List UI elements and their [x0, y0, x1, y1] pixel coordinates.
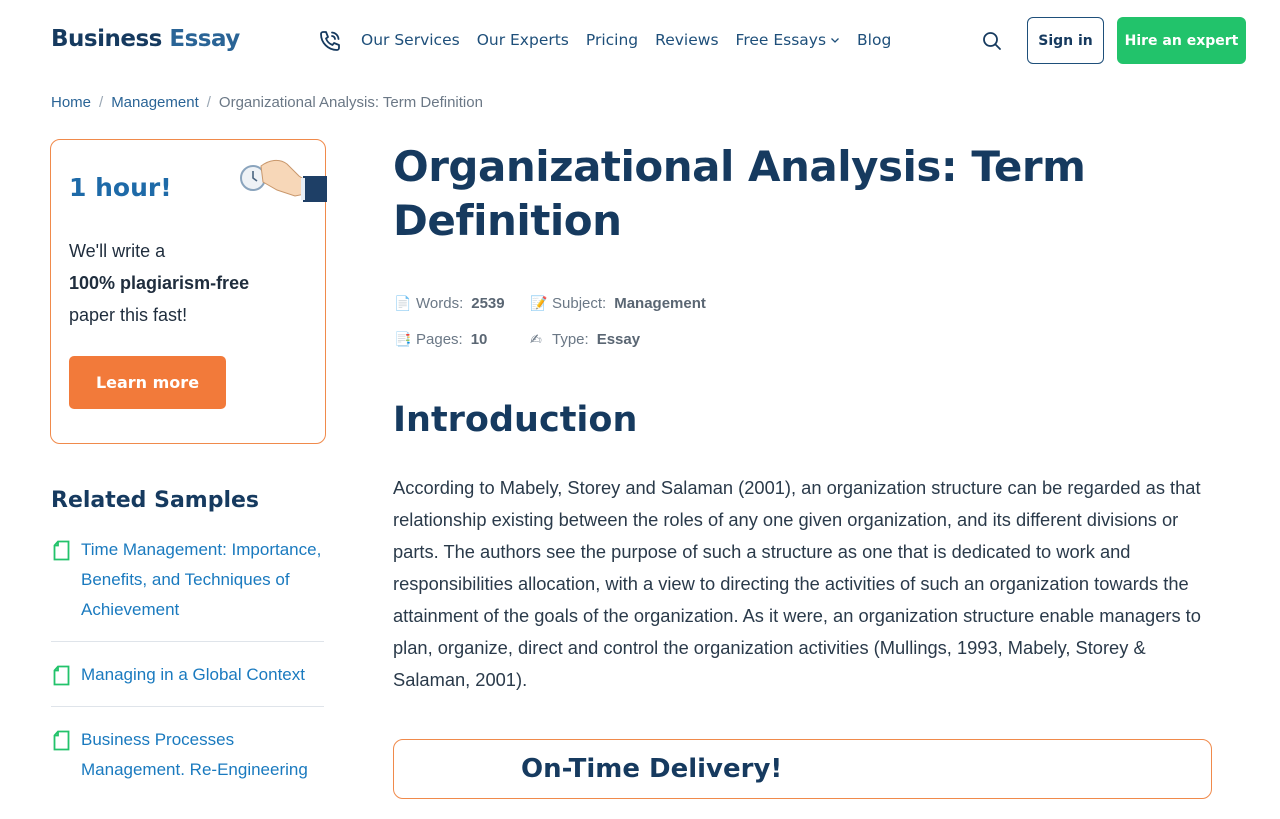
meta-type-value: Essay [596, 330, 641, 348]
meta-subject [530, 295, 706, 312]
sign-in-button[interactable]: Sign in [1027, 17, 1104, 64]
page-title: Organizational Analysis: Term Definition [393, 142, 1086, 245]
promo-text [69, 235, 249, 331]
chevron-down-icon [830, 35, 840, 45]
meta-subject-label: Subject: [552, 294, 607, 312]
related-samples-list [51, 535, 324, 819]
meta-type [530, 331, 640, 348]
logo-part2: Essay [169, 26, 240, 52]
phone-icon[interactable] [318, 29, 342, 53]
writing-hand-icon: ✍ [530, 330, 542, 347]
learn-more-button[interactable]: Learn more [69, 356, 226, 409]
intro-paragraph: According to Mabely, Storey and Salaman (2001), an organization structure can be regarded as that relationship existing between the roles of any one given organization, and its different divisions or parts. The authors see the purpose of such a structure as one that is dedicated to work and responsibilities allocation, with a view to directing the activities of such an organization towards the attainment of the goals of the organization. As it were, an organization structure enable managers to plan, organize, direct and control the organization activities (Mullings, 1993, Mabely, Storey & Salaman, 2001). [393, 477, 1201, 690]
meta-pages [394, 331, 530, 348]
nav-reviews[interactable]: Reviews [655, 31, 719, 49]
pages-icon: 📑 [394, 330, 412, 347]
related-sample-item[interactable] [51, 660, 324, 707]
meta-words-label: Words: [416, 294, 464, 312]
delivery-title: On-Time Delivery! [521, 754, 783, 784]
promo-card [50, 139, 326, 444]
logo[interactable] [51, 26, 240, 52]
breadcrumb-current: Organizational Analysis: Term Definition [218, 94, 483, 111]
related-sample-label: Managing in a Global Context [81, 665, 305, 684]
nav-pricing[interactable]: Pricing [585, 31, 639, 49]
main-nav [361, 31, 891, 49]
related-samples-title: Related Samples [51, 488, 260, 513]
section-heading: Introduction [393, 400, 638, 440]
document-icon [53, 730, 71, 751]
breadcrumb-separator: / [99, 94, 104, 111]
meta-subject-value: Management [614, 294, 706, 312]
nav-blog[interactable]: Blog [857, 31, 892, 49]
search-icon[interactable] [981, 30, 1003, 52]
site-header [0, 0, 1280, 82]
meta-pages-value: 10 [470, 330, 488, 348]
nav-free-essays-label: Free Essays [735, 31, 827, 49]
meta-pages-label: Pages: [416, 330, 463, 348]
document-icon [53, 540, 71, 561]
delivery-card [393, 739, 1212, 799]
promo-line2: 100% plagiarism-free [69, 273, 250, 293]
meta-row [394, 321, 706, 357]
related-sample-item[interactable] [51, 725, 324, 801]
nav-our-experts[interactable]: Our Experts [476, 31, 569, 49]
promo-title: 1 hour! [69, 173, 172, 202]
page-icon: 📄 [394, 294, 412, 311]
breadcrumb-separator: / [206, 94, 211, 111]
related-sample-label: Business Processes Management. Re-Engineering [81, 730, 308, 779]
meta-type-label: Type: [552, 330, 589, 348]
breadcrumb-management[interactable]: Management [111, 94, 199, 111]
essay-meta [394, 285, 706, 357]
meta-words-value: 2539 [471, 294, 505, 312]
logo-part1: Business [51, 26, 162, 52]
breadcrumb-home[interactable]: Home [51, 94, 92, 111]
promo-line3: paper this fast! [69, 305, 188, 325]
memo-icon: 📝 [530, 294, 548, 311]
nav-our-services[interactable]: Our Services [361, 31, 460, 49]
meta-words [394, 295, 530, 312]
nav-free-essays[interactable] [736, 31, 841, 49]
document-icon [53, 665, 71, 686]
breadcrumb [51, 94, 483, 111]
hand-clock-icon [239, 152, 327, 212]
related-sample-label: Time Management: Importance, Benefits, and Techniques of Achievement [81, 540, 322, 619]
related-sample-item[interactable] [51, 535, 324, 642]
hire-expert-button[interactable]: Hire an expert [1117, 17, 1246, 64]
meta-row [394, 285, 706, 321]
promo-line1: We'll write a [69, 241, 166, 261]
